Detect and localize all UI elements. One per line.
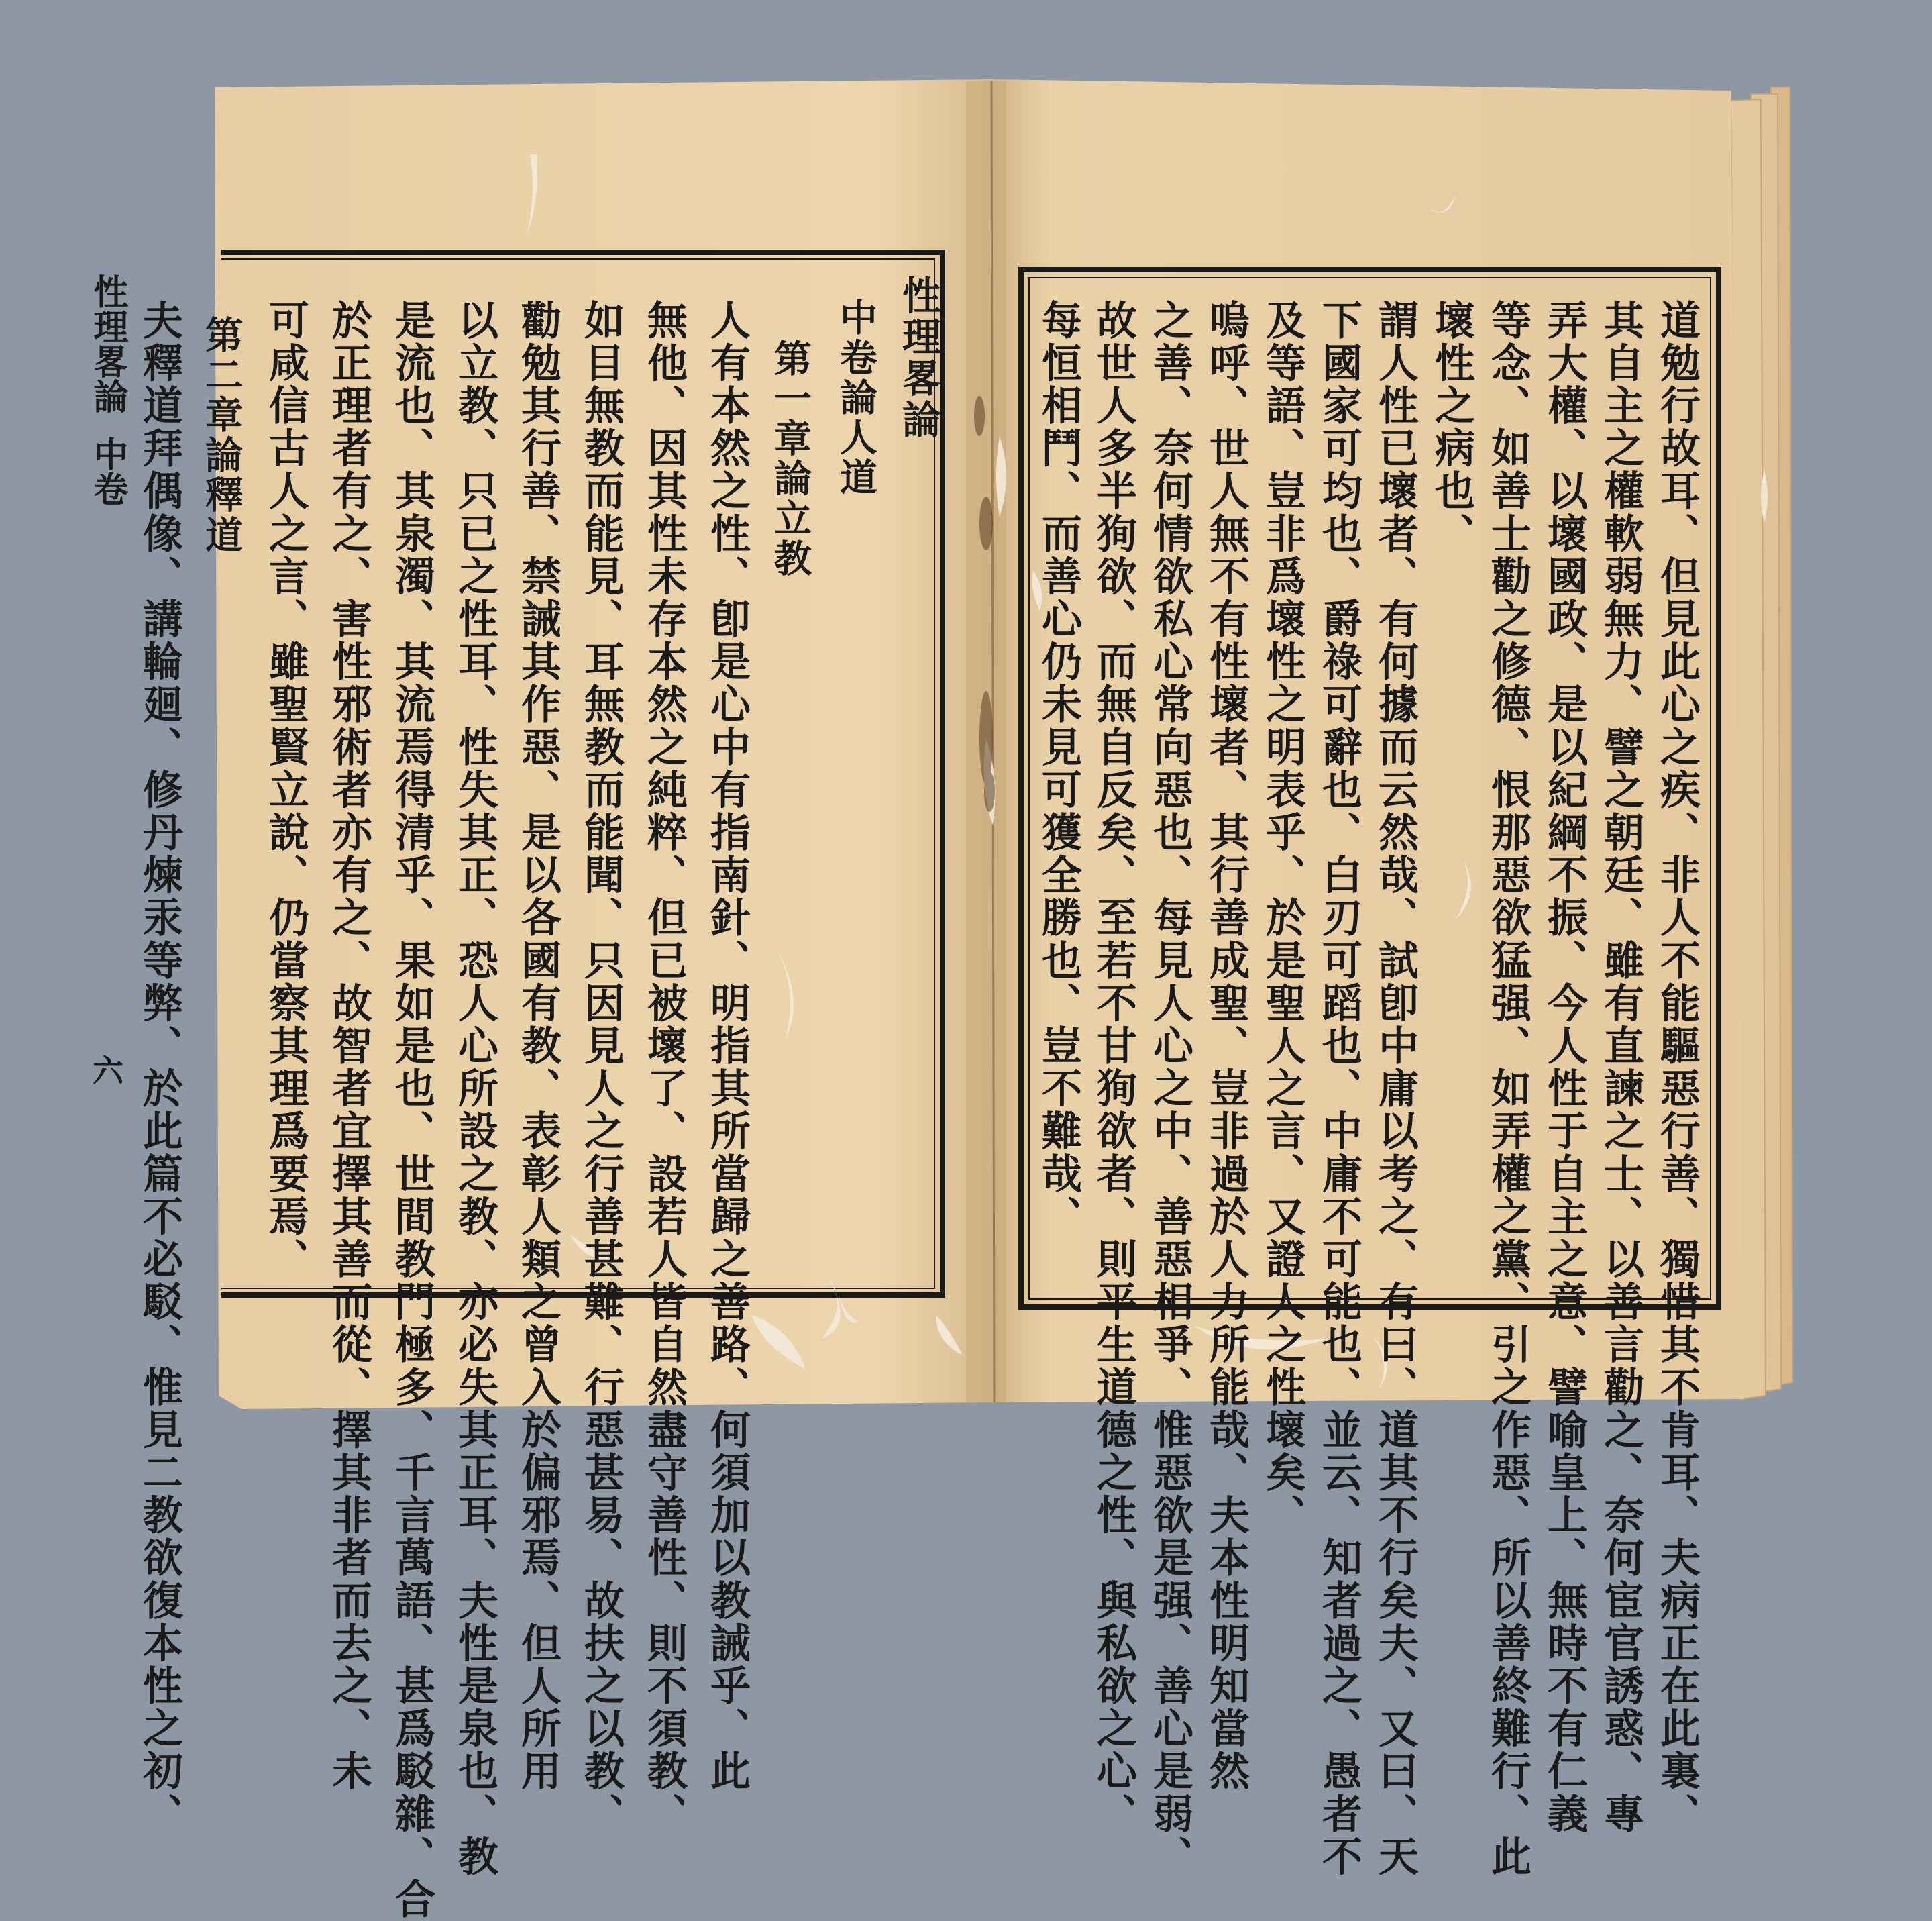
body-line: 是流也、其泉濁、其流焉得清乎、果如是也、世間教門極多、千言萬語、甚爲駁雜、合 — [388, 299, 435, 1921]
body-line: 無他、因其性未存本然之純粹、但已被壞了、設若人皆自然盡守善性、則不須教、 — [641, 299, 688, 1836]
body-line: 及等語、豈非爲壞性之明表乎、於是聖人之言、又證人之性壞矣、 — [1259, 299, 1306, 1537]
body-line: 嗚呼、世人無不有性壞者、其行善成聖、豈非過於人力所能哉、夫本性明知當然 — [1203, 299, 1250, 1793]
body-line: 下國家可均也、爵祿可辭也、白刃可蹈也、中庸不可能也、並云、知者過之、愚者不 — [1316, 299, 1362, 1879]
body-line: 道勉行故耳、但見此心之疾、非人不能驅惡行善、獨惜其不肯耳、夫病正在此裏、 — [1654, 299, 1701, 1836]
book-title: 性理畧論 — [896, 275, 941, 441]
body-line: 可咸信古人之言、雖聖賢立說、仍當察其理爲要焉、 — [262, 299, 309, 1281]
body-line: 夫釋道拜偶像、講輪廻、修丹煉汞等弊、於此篇不必駁、惟見二教欲復本性之初、 — [136, 299, 183, 1836]
body-line: 故世人多半狥欲、而無自反矣、至若不甘狥欲者、則平生道德之性、與私欲之心、 — [1090, 299, 1137, 1836]
margin-book-title: 性理畧論 — [87, 274, 128, 413]
margin-volume: 中卷 — [87, 436, 128, 506]
body-line: 如目無教而能見、耳無教而能聞、只因見人之行善甚難、行惡甚易、故扶之以教、 — [578, 299, 625, 1836]
body-line: 勸勉其行善、禁誡其作惡、是以各國有教、表彰人類之曾入於偏邪焉、但人所用 — [515, 299, 561, 1793]
body-line: 之善、奈何情欲私心常向惡也、每見人心之中、善惡相爭、惟惡欲是强、善心是弱、 — [1146, 299, 1193, 1879]
body-line: 謂人性已壞者、有何據而云然哉、試卽中庸以考之、有曰、道其不行矣夫、又曰、天 — [1372, 299, 1419, 1879]
body-line: 於正理者有之、害性邪術者亦有之、故智者宜擇其善而從、擇其非者而去之、未 — [325, 299, 372, 1793]
body-line: 其自主之權軟弱無力、譬之朝廷、雖有直諫之士、以善言勸之、奈何宦官誘惑、專 — [1597, 299, 1644, 1836]
body-line: 以立教、只已之性耳、性失其正、恐人心所設之教、亦必失其正耳、夫性是泉也、教 — [451, 299, 498, 1879]
chapter2-heading: 第二章論釋道 — [199, 315, 244, 556]
body-line: 每恒相鬥、而善心仍未見可獲全勝也、豈不難哉、 — [1035, 299, 1082, 1239]
body-line: 壞性之病也、 — [1428, 299, 1475, 556]
chapter1-heading: 第一章論立教 — [768, 339, 812, 579]
body-line: 等念、如善士勸之修德、恨那惡欲猛强、如弄權之黨、引之作惡、所以善終難行、此 — [1485, 299, 1532, 1879]
volume-subtitle: 中卷論人道 — [834, 298, 878, 498]
folio-number: 六 — [93, 1053, 123, 1089]
body-line: 弄大權、以壞國政、是以紀綱不振、今人性于自主之意、譬喻皇上、無時不有仁義 — [1541, 299, 1588, 1836]
body-line: 人有本然之性、卽是心中有指南針、明指其所當歸之善路、何須加以教誡乎、此 — [704, 299, 751, 1793]
